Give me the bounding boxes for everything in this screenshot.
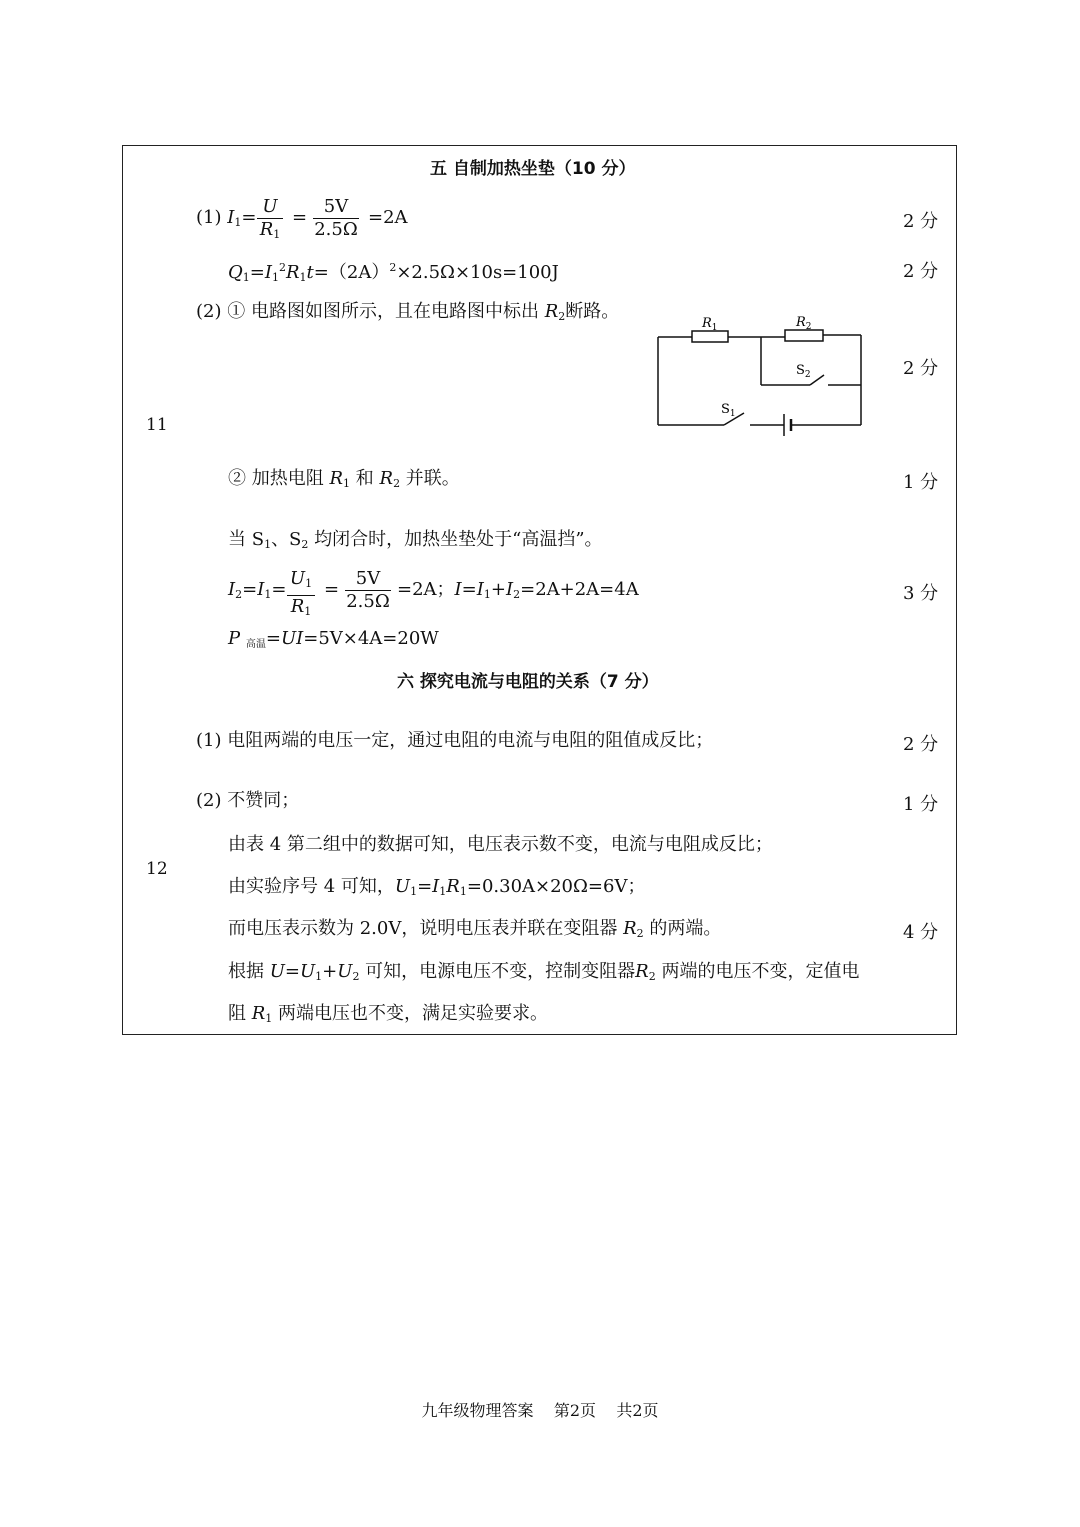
fraction-u1-over-r1: $U_1$ $R_1$ xyxy=(287,569,315,622)
s5-p5-line: P $_{高温}$=UI=5V×4A=20W xyxy=(228,628,439,650)
s5-p2-score: 2 分 xyxy=(903,358,939,379)
section5-title: 五 自制加热坐垫（10 分） xyxy=(430,159,636,179)
resistor-r1 xyxy=(692,331,728,342)
s5-p1b-line: $Q_1=I_1^2R_1t=(2A)^2\times 2.5\Omega\times 10s=100J$ xyxy=(228,261,559,284)
s5-p2-line: (2) ① 电路图如图所示，且在电路图中标出 $R_2$断路。 xyxy=(196,301,620,323)
section6-title: 六 探究电流与电阻的关系（7 分） xyxy=(397,672,659,692)
s6-a1-score: 2 分 xyxy=(903,734,939,755)
s5-p4-rhs: =2A；$I=I_1+I_2=2A+2A=4A$ xyxy=(397,579,639,601)
s6-l1: 由表 4 第二组中的数据可知，电压表示数不变，电流与电阻成反比； xyxy=(228,834,773,855)
s5-p4-eq3: = xyxy=(324,579,340,600)
s5-p2b-line: ② 加热电阻 $R_1$ 和 $R_2$ 并联。 xyxy=(228,468,460,490)
question-number-11: 11 xyxy=(146,415,168,435)
question-number-12: 12 xyxy=(146,859,168,879)
label-r2: $R_2$ xyxy=(796,315,812,332)
fraction-u-over-r1: U $R_1$ xyxy=(257,197,283,245)
s6-l5: 阻 $R_1$ 两端电压也不变，满足实验要求。 xyxy=(228,1003,549,1025)
s5-p1-score: 2 分 xyxy=(903,211,939,232)
switch-s2 xyxy=(810,375,824,385)
label-s2: $S_2$ xyxy=(796,363,811,380)
s6-l4: 根据 $U=U_1+U_2$ 可知，电源电压不变，控制变阻器$R_2$ 两端的电压不变，定值电 xyxy=(228,961,860,983)
s5-p1-line: (1) $I_1=$ xyxy=(196,207,257,229)
s6-l2: 由实验序号 4 可知，$U_1=I_1R_1=0.30A\times 20\Omega=6V$； xyxy=(228,876,646,898)
page-footer: 九年级物理答案 第2页 共2页 xyxy=(421,1401,659,1420)
s5-p1-result: =2A xyxy=(368,207,408,228)
s5-p4-score: 3 分 xyxy=(903,583,939,604)
circuit-diagram xyxy=(640,305,880,445)
s5-p2b-score: 1 分 xyxy=(903,472,939,493)
fraction-5v-over-2.5-b: 5V 2.5Ω xyxy=(346,568,390,612)
s5-p4-lhs: $I_2=I_1=$ xyxy=(228,579,287,601)
s6-a2-score: 1 分 xyxy=(903,794,939,815)
s6-l3-score: 4 分 xyxy=(903,922,939,943)
fraction-5v-over-2.5: 5V 2.5Ω xyxy=(314,196,358,240)
s5-p1-eq2: = xyxy=(292,207,308,228)
resistor-r2 xyxy=(785,330,823,341)
label-s1: $S_1$ xyxy=(721,402,736,419)
label-r1: $R_1$ xyxy=(702,316,718,333)
s5-p1b-score: 2 分 xyxy=(903,261,939,282)
s6-l3: 而电压表示数为 2.0V，说明电压表并联在变阻器 $R_2$ 的两端。 xyxy=(228,918,722,940)
s6-a2: (2) 不赞同； xyxy=(196,790,300,811)
s5-p3-line: 当 $S_1$、$S_2$ 均闭合时，加热坐垫处于“高温挡”。 xyxy=(228,529,603,551)
s6-a1: (1) 电阻两端的电压一定，通过电阻的电流与电阻的阻值成反比； xyxy=(196,730,714,751)
